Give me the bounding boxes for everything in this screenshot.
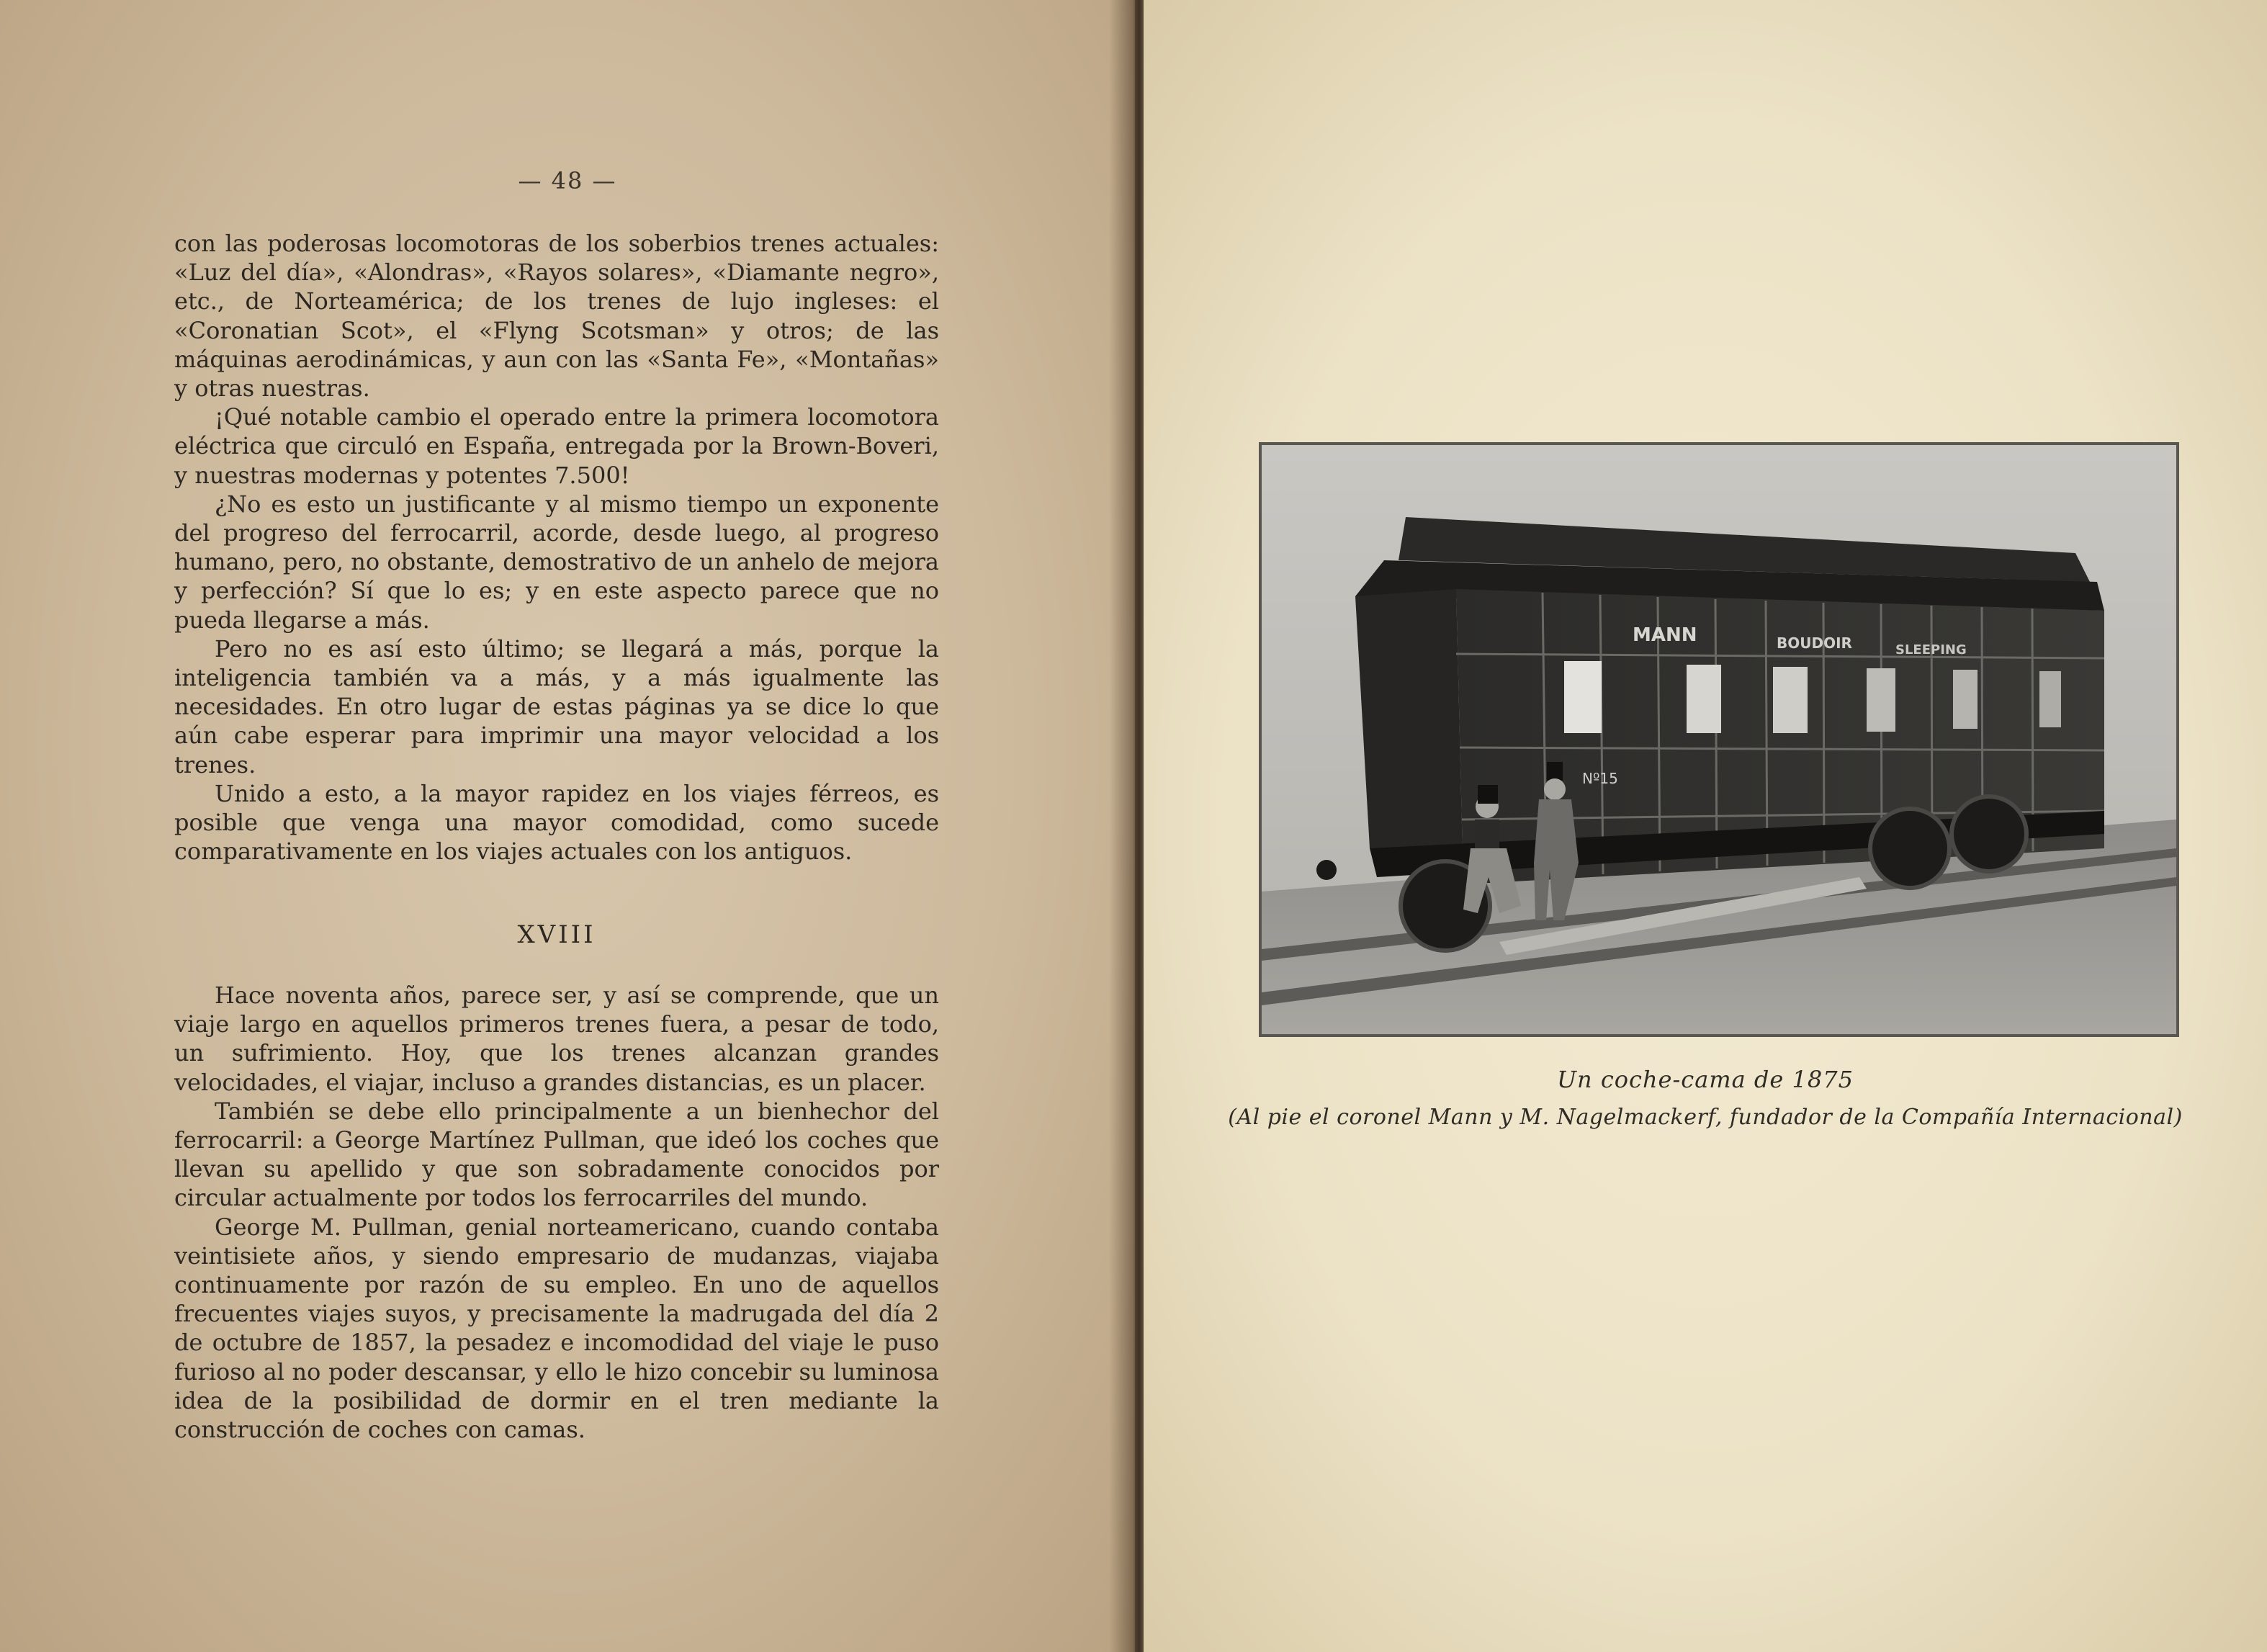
section-heading: XVIII (517, 920, 596, 949)
paragraph: También se debe ello principalmente a un bienhechor del ferrocarril: a George Martínez Pullman, que ideó los coches que llevan su apellido y que son sobradamente conocidos por circular actualmente por todos los ferrocarriles del mundo. (174, 1097, 939, 1212)
photo-illustration (1262, 445, 2176, 1034)
sleeping-car-photo (1259, 442, 2179, 1037)
paragraph: ¡Qué notable cambio el operado entre la primera locomotora eléctrica que circuló en España, entregada por la Brown-Boveri, y nuestras modernas y potentes 7.500! (174, 403, 939, 489)
car-label-boudoir: BOUDOIR (1777, 634, 1852, 652)
paragraph: Unido a esto, a la mayor rapidez en los viajes férreos, es posible que venga una mayor comodidad, como sucede comparativamente en los viajes actuales con los antiguos. (174, 779, 939, 866)
car-label-sleeping: SLEEPING (1895, 642, 1967, 657)
paragraph: con las poderosas locomotoras de los soberbios trenes actuales: «Luz del día», «Alondras», «Rayos solares», «Diamante negro», etc., de Norteamérica; de los trenes de lujo ingleses: el «Coronatian Scot», el «Flyng Scotsman» y otros; de las máquinas aerodinámicas, y aun con las «Santa Fe», «Montañas» y otras nuestras. (174, 230, 939, 403)
paragraph: ¿No es esto un justificante y al mismo tiempo un exponente del progreso del ferrocarril, acorde, desde luego, al progreso humano, pero, no obstante, demostrativo de un anhelo de mejora y perfección? Sí que lo es; y en este aspecto parece que no pueda llegarse a más. (174, 490, 939, 634)
page-number: — 48 — (518, 167, 617, 194)
paragraph: George M. Pullman, genial norteamericano, cuando contaba veintisiete años, y siendo empresario de mudanzas, viajaba continuamente por razón de su empleo. En uno de aquellos frecuentes viajes suyos, y precisamente la madrugada del día 2 de octubre de 1857, la pesadez e incomodidad del viaje le puso furioso al no poder descansar, y ello le hizo concebir su luminosa idea de la posibilidad de dormir en el tren mediante la construcción de coches con camas. (174, 1213, 939, 1444)
car-label-mann: MANN (1633, 624, 1697, 646)
photo-caption-subtitle: (Al pie el coronel Mann y M. Nagelmackerf, fundador de la Compañía Internacional) (1228, 1105, 2183, 1130)
text-block-before-section (174, 229, 939, 866)
text-block-after-section (174, 981, 939, 1444)
paragraph: Pero no es así esto último; se llegará a más, porque la inteligencia también va a más, y a más igualmente las necesidades. En otro lugar de estas páginas ya se dice lo que aún cabe esperar para imprimir una mayor velocidad a los trenes. (174, 634, 939, 778)
paragraph: Hace noventa años, parece ser, y así se comprende, que un viaje largo en aquellos primeros trenes fuera, a pesar de todo, un sufrimiento. Hoy, que los trenes alcanzan grandes velocidades, el viajar, incluso a grandes distancias, es un placer. (174, 982, 939, 1096)
car-number: Nº15 (1582, 770, 1618, 787)
photo-caption-title: Un coche-cama de 1875 (1557, 1066, 1854, 1093)
